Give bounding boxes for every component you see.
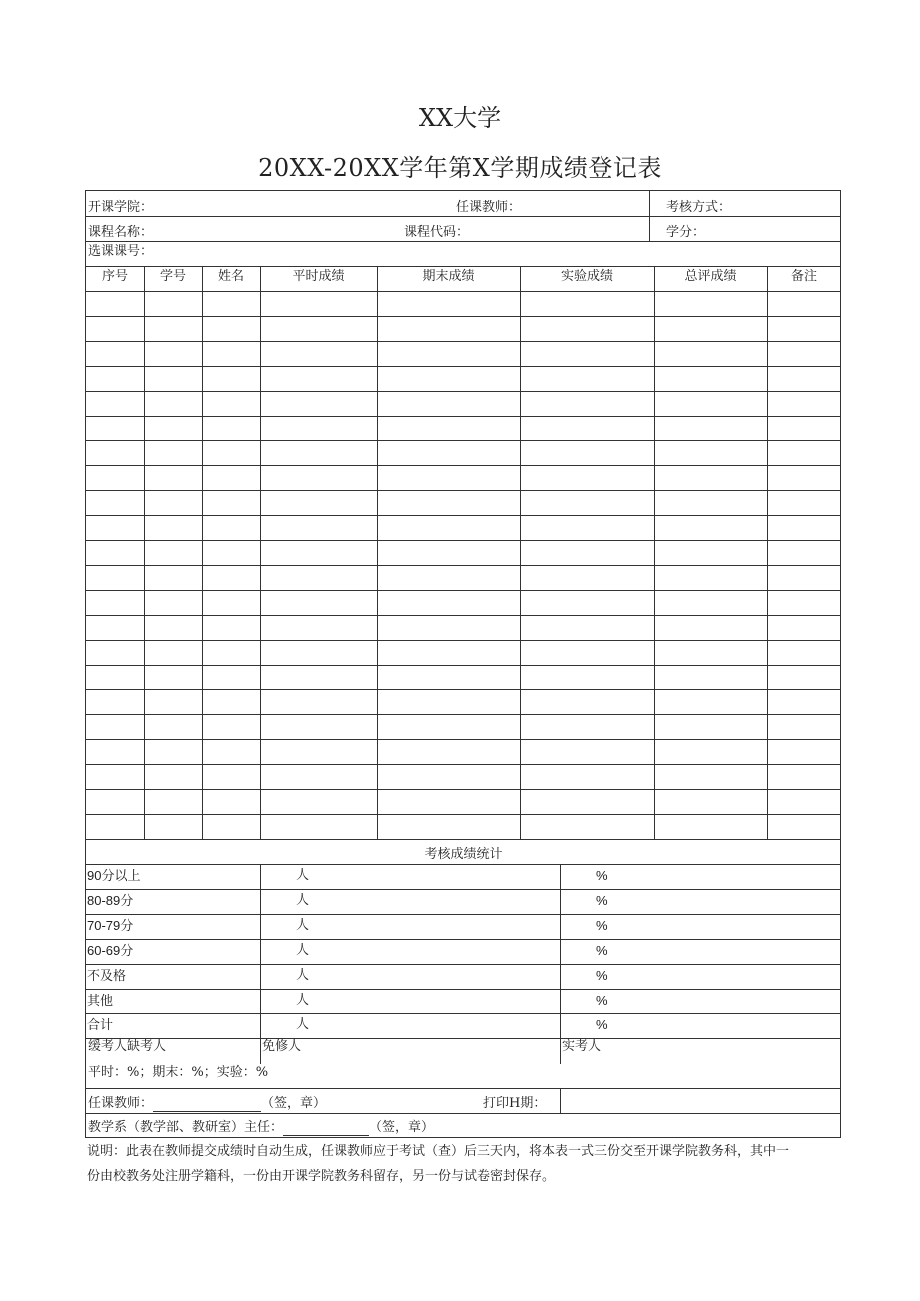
row-divider — [86, 739, 840, 740]
stats-range-label: 合计 — [87, 1017, 114, 1033]
row-divider — [86, 640, 840, 641]
col-header-index: 序号 — [101, 269, 128, 284]
row-divider — [86, 864, 840, 865]
stats-percent-unit: % — [596, 992, 608, 1008]
row-divider — [86, 440, 840, 441]
row-divider — [86, 490, 840, 491]
row-divider — [86, 391, 840, 392]
row-divider — [86, 814, 840, 815]
column-divider — [560, 1088, 561, 1113]
stats-percent-unit: % — [596, 967, 608, 983]
row-divider — [86, 839, 840, 840]
row-divider — [86, 914, 840, 915]
row-divider — [86, 1113, 840, 1114]
dept-sign-label: 教学系（教学部、教研室）主任： — [88, 1120, 284, 1135]
teacher-label: 任课教师： — [456, 200, 522, 215]
stats-percent-unit: % — [596, 892, 608, 908]
row-divider — [86, 241, 840, 242]
column-divider — [560, 864, 561, 1064]
row-divider — [86, 1088, 840, 1089]
row-divider — [86, 366, 840, 367]
college-label: 开课学院： — [88, 200, 154, 215]
course-name-label: 课程名称： — [88, 225, 154, 240]
row-divider — [86, 565, 840, 566]
row-divider — [86, 216, 840, 217]
row-divider — [86, 341, 840, 342]
row-divider — [86, 989, 840, 990]
col-header-remarks: 备注 — [790, 269, 817, 284]
column-divider — [260, 864, 261, 1064]
col-header-lab-score: 实验成绩 — [560, 269, 613, 284]
stats-percent-unit: % — [596, 1017, 608, 1033]
row-divider — [86, 789, 840, 790]
assess-method-label: 考核方式： — [666, 200, 732, 215]
stats-person-unit: 人 — [296, 992, 310, 1008]
row-divider — [86, 416, 840, 417]
form-title: 20XX-20XX学年第X学期成绩登记表 — [258, 154, 662, 182]
column-divider — [520, 266, 521, 839]
col-header-student-id: 学号 — [159, 269, 186, 284]
stats-range-label: 80-89分 — [87, 892, 134, 908]
stats-person-unit: 人 — [296, 967, 310, 983]
row-divider — [86, 714, 840, 715]
col-header-total-score: 总评成绩 — [684, 269, 737, 284]
row-divider — [86, 615, 840, 616]
column-divider — [767, 266, 768, 839]
col-header-regular-score: 平时成绩 — [292, 269, 345, 284]
class-number-label: 选课课号： — [88, 244, 154, 259]
actual-exam-label: 实考人 — [562, 1039, 602, 1054]
note-line-1: 说明：此表在教师提交成绩时自动生成，任课教师应于考试（查）后三天内，将本表一式三份交至开课学院教务科，其中一 — [87, 1144, 790, 1159]
row-divider — [86, 590, 840, 591]
row-divider — [86, 665, 840, 666]
column-divider — [260, 266, 261, 839]
row-divider — [86, 515, 840, 516]
university-title: XX大学 — [418, 104, 502, 132]
row-divider — [86, 1038, 840, 1039]
row-divider — [86, 764, 840, 765]
col-header-final-score: 期末成绩 — [422, 269, 475, 284]
stats-percent-unit: % — [596, 942, 608, 958]
teacher-sign-row — [88, 1096, 326, 1112]
teacher-sign-label: 任课教师： — [88, 1096, 154, 1111]
stats-person-unit: 人 — [296, 868, 310, 883]
row-divider — [86, 889, 840, 890]
column-divider — [202, 266, 203, 839]
row-divider — [86, 540, 840, 541]
note-line-2: 份由校教务处注册学籍科，一份由开课学院教务科留存，另一份与试卷密封保存。 — [87, 1169, 556, 1184]
row-divider — [86, 316, 840, 317]
teacher-sign-line — [153, 1098, 261, 1112]
stats-range-label: 70-79分 — [87, 917, 134, 933]
weights-text: 平时：%；期末：%；实验：% — [88, 1065, 269, 1080]
dept-sign-row — [88, 1120, 434, 1136]
stats-person-unit: 人 — [296, 892, 310, 908]
column-divider — [654, 266, 655, 839]
stats-range-label: 不及格 — [87, 967, 127, 983]
column-divider — [377, 266, 378, 839]
stats-person-unit: 人 — [296, 1017, 310, 1033]
stats-percent-unit: % — [596, 917, 608, 933]
course-code-label: 课程代码： — [404, 225, 470, 240]
stats-range-label: 90分以上 — [87, 868, 141, 883]
stats-person-unit: 人 — [296, 942, 310, 958]
row-divider — [86, 1013, 840, 1014]
row-divider — [86, 465, 840, 466]
row-divider — [86, 939, 840, 940]
stats-percent-unit: % — [596, 868, 608, 883]
teacher-sign-stamp: （签，章） — [261, 1096, 327, 1111]
row-divider — [86, 291, 840, 292]
row-divider — [86, 266, 840, 267]
exempt-label: 免修人 — [262, 1039, 302, 1054]
column-divider — [649, 191, 650, 241]
stats-person-unit: 人 — [296, 917, 310, 933]
stats-range-label: 60-69分 — [87, 942, 134, 958]
dept-sign-line — [283, 1122, 369, 1136]
stats-title: 考核成绩统计 — [424, 847, 503, 862]
column-divider — [144, 266, 145, 839]
grade-sheet — [85, 190, 841, 1138]
deferred-absent-label: 缓考人缺考人 — [88, 1039, 167, 1054]
col-header-name: 姓名 — [217, 269, 244, 284]
row-divider — [86, 689, 840, 690]
dept-sign-stamp: （签，章） — [369, 1120, 435, 1135]
row-divider — [86, 964, 840, 965]
print-date-label: 打印H期： — [483, 1096, 547, 1111]
credit-label: 学分： — [666, 225, 706, 240]
stats-range-label: 其他 — [87, 992, 114, 1008]
